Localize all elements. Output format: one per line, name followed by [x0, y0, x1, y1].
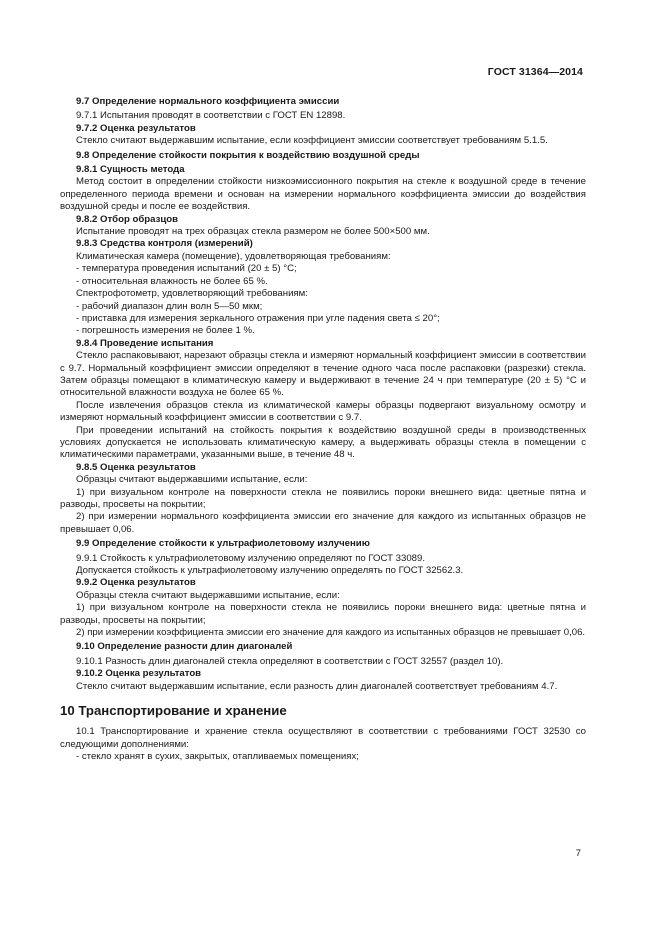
paragraph: Испытание проводят на трех образцах стекла размером не более 500×500 мм. — [76, 226, 430, 238]
document-header: ГОСТ 31364—2014 — [487, 66, 583, 78]
paragraph: 9.9.1 Стойкость к ультрафиолетовому излучению определяют по ГОСТ 33089. — [76, 552, 426, 564]
subsection-heading: 9.8.4 Проведение испытания — [76, 337, 214, 349]
section-heading: 9.10 Определение разности длин диагоналей — [76, 641, 293, 653]
list-item: - приставка для измерения зеркального отражения при угле падения света ≤ 20°; — [76, 312, 440, 324]
subsection-heading: 9.8.2 Отбор образцов — [76, 213, 178, 225]
paragraph: Образцы стекла считают выдержавшими испытание, если: — [76, 589, 340, 601]
paragraph: Метод состоит в определении стойкости низкоэмиссионного покрытия на стекле к воздушной среде в течение определенного периода времени и основан на измерении нормального коэффициента эмиссии до воздействия воздушной среды и после ее воздействия. — [60, 176, 586, 213]
paragraph: Климатическая камера (помещение), удовлетворяющая требованиям: — [76, 250, 391, 262]
subsection-heading: 9.10.2 Оценка результатов — [76, 668, 202, 680]
paragraph: 2) при измерении нормального коэффициента эмиссии его значение для каждого из испытанных образцов не превышает 0,06. — [60, 511, 586, 535]
paragraph: 9.7.1 Испытания проводят в соответствии с ГОСТ EN 12898. — [76, 110, 346, 122]
document-body — [60, 94, 586, 763]
subsection-heading: 9.7.2 Оценка результатов — [76, 122, 196, 134]
list-item: - рабочий диапазон длин волн 5—50 мкм; — [76, 300, 263, 312]
list-item: - стекло хранят в сухих, закрытых, отапливаемых помещениях; — [76, 750, 359, 762]
subsection-heading: 9.8.5 Оценка результатов — [76, 461, 196, 473]
paragraph: При проведении испытаний на стойкость покрытия к воздействию воздушной среды в производственных условиях допускается не использовать климатическую камеру, а выдерживать образцы стекла в помещении с климатическими параметрами, указанными выше, в течение 48 ч. — [60, 424, 586, 461]
paragraph: Стекло считают выдержавшим испытание, если коэффициент эмиссии соответствует требованиям 5.1.5. — [76, 135, 548, 147]
paragraph: 1) при визуальном контроле на поверхности стекла не появились пороки внешнего вида: цветные пятна и разводы, просветы на покрытии; — [60, 486, 586, 510]
paragraph: Допускается стойкость к ультрафиолетовому излучению определять по ГОСТ 32562.3. — [76, 565, 464, 577]
paragraph: Образцы считают выдержавшими испытание, если: — [76, 474, 308, 486]
paragraph: 9.10.1 Разность длин диагоналей стекла определяют в соответствии с ГОСТ 32557 (раздел 10). — [76, 655, 504, 667]
paragraph: 2) при измерении коэффициента эмиссии его значение для каждого из испытанных образцов не превышает 0,06. — [76, 627, 586, 639]
chapter-heading: 10 Транспортирование и хранение — [60, 703, 287, 719]
subsection-heading: 9.8.1 Сущность метода — [76, 164, 185, 176]
paragraph: Спектрофотометр, удовлетворяющий требованиям: — [76, 288, 308, 300]
paragraph: После извлечения образцов стекла из климатической камеры образцы подвергают визуальному осмотру и измеряют нормальный коэффициент эмиссии в соответствии с 9.7. — [60, 399, 586, 424]
page-number: 7 — [575, 848, 581, 859]
section-heading: 9.8 Определение стойкости покрытия к воздействию воздушной среды — [76, 149, 420, 161]
paragraph: 10.1 Транспортирование и хранение стекла осуществляют в соответствии с требованиями ГОСТ 32530 со следующими дополнениями: — [60, 726, 586, 750]
section-heading: 9.7 Определение нормального коэффициента эмиссии — [76, 96, 340, 107]
paragraph: Стекло распаковывают, нарезают образцы стекла и измеряют нормальный коэффициент эмиссии в соответствии с 9.7. Нормальный коэффициент эмиссии определяют в течение одного часа после распаковки (разрезки) стекла. Затем образцы помещают в климатическую камеру и выдерживают в течение 24 ч при температуре (20 ± 5) °С и относительной влажности воздуха не более 65 %. — [60, 350, 586, 399]
subsection-heading: 9.9.2 Оценка результатов — [76, 577, 196, 589]
list-item: - температура проведения испытаний (20 ± 5) °С; — [76, 263, 297, 275]
list-item: - относительная влажность не более 65 %. — [76, 275, 268, 287]
paragraph: 1) при визуальном контроле на поверхности стекла не появились пороки внешнего вида: цветные пятна и разводы, просветы на покрытии; — [60, 602, 586, 626]
list-item: - погрешность измерения не более 1 %. — [76, 325, 255, 337]
paragraph: Стекло считают выдержавшим испытание, если разность длин диагоналей соответствует требованиям 4.7. — [76, 680, 558, 692]
section-heading: 9.9 Определение стойкости к ультрафиолетовому излучению — [76, 538, 370, 550]
subsection-heading: 9.8.3 Средства контроля (измерений) — [76, 238, 253, 250]
